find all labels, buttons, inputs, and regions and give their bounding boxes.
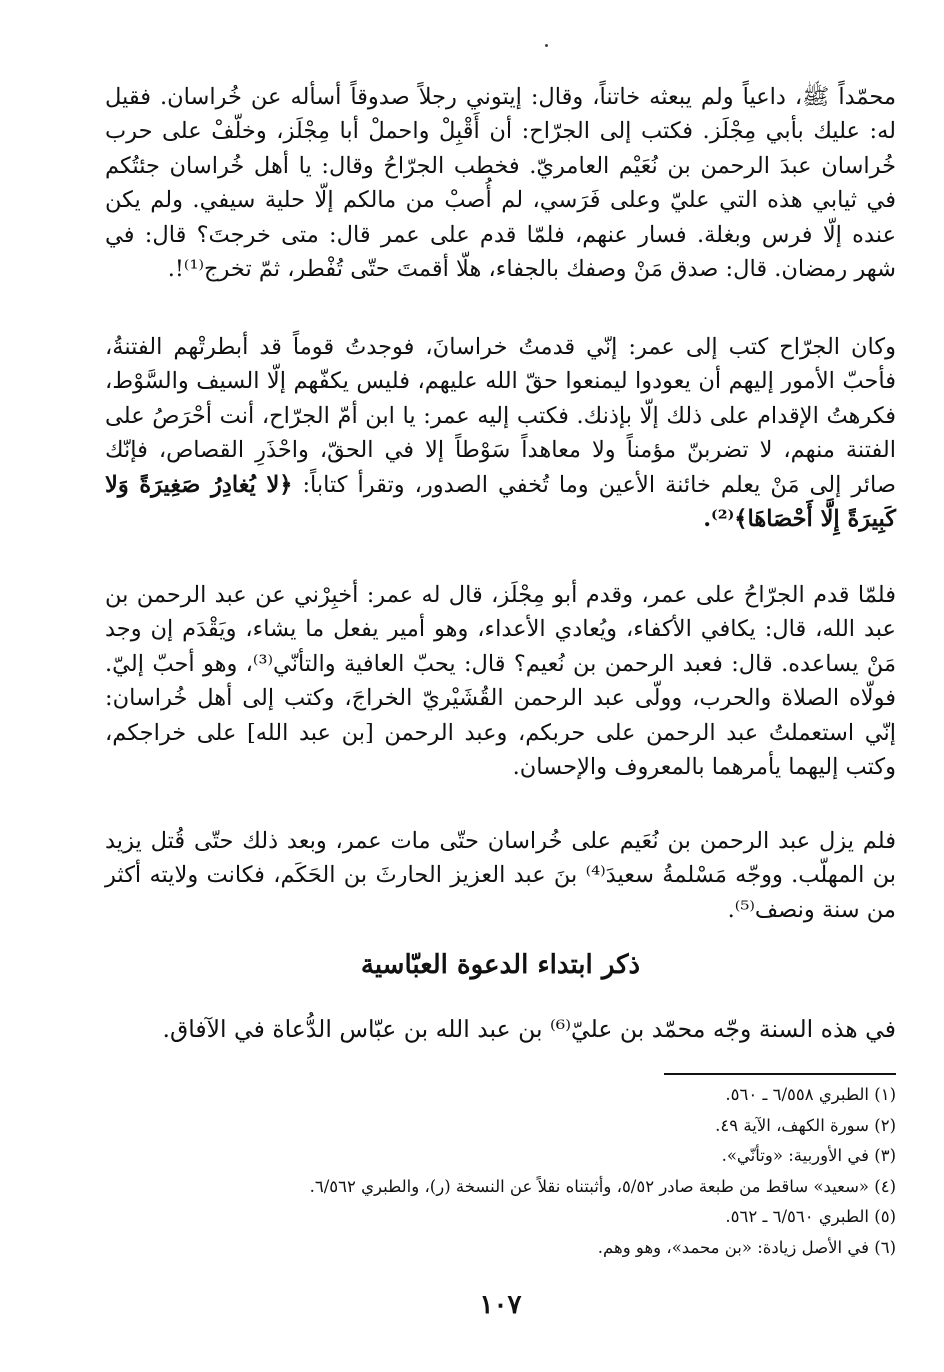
footnote-6: (٦) في الأصل زيادة: «بن محمد»، وهو وهم. <box>597 1237 896 1257</box>
footnote-2: (٢) سورة الكهف، الآية ٤٩. <box>715 1115 896 1135</box>
quran-quote: ﴿لا يُغادِرُ صَغِيرَةً وَلا كَبِيرَةً إِلَّا أَحْصَاهَا﴾⁽²⁾. <box>105 471 896 533</box>
print-mark <box>545 44 548 47</box>
footnote-3: (٣) في الأوربية: «وتأنّي». <box>721 1146 896 1165</box>
footnote-divider <box>664 1073 896 1075</box>
paragraph-5: في هذه السنة وجّه محمّد بن عليّ⁽⁶⁾ بن عبد الله بن عبّاس الدُّعاة في الآفاق. <box>162 1015 896 1043</box>
paragraph-4: فلم يزل عبد الرحمن بن نُعَيم على خُراسان حتّى مات عمر، وبعد ذلك حتّى قُتل يزيد بن المهلّب. ووجّه مَسْلمةُ سعيدَ⁽⁴⁾ بنَ عبد العزيز الحارثَ بن الحَكَم، فكانت ولايته أكثر من سنة ونصف⁽⁵⁾. <box>105 828 897 923</box>
footnote-4: (٤) «سعيد» ساقط من طبعة صادر ٥/٥٢، وأثبتناه نقلاً عن النسخة (ر)، والطبري ٦/٥٦٢. <box>309 1176 896 1196</box>
footnote-5: (٥) الطبري ٦/٥٦٠ ـ ٥٦٢. <box>725 1207 896 1226</box>
paragraph-2-text: وكان الجرّاح كتب إلى عمر: إنّي قدمتُ خراسانَ، فوجدتُ قوماً قد أبطرتْهم الفتنةُ، فأحبّ الأمور إليهم أن يعودوا ليمنعوا حقّ الله عليهم، فليس يكفّهم إلّا السيف والسَّوْط، فكرهتُ الإقدام على ذلك إلّا بإذنك. فكتب إليه عمر: يا ابن أمّ الجرّاح، أنت أحْرَصُ على الفتنة منهم، لا تضربنّ مؤمناً ولا معاهداً سَوْطاً إلا في الحقّ، واحْذَرِ القصاص، فإنّك صائر إلى مَنْ يعلم خائنة الأعين وما تُخفي الصدور، وتقرأ كتاباً: <box>105 334 897 498</box>
paragraph-3: فلمّا قدم الجرّاحُ على عمر، وقدم أبو مِجْلَز، قال له عمر: أخبِرْني عن عبد الرحمن بن عبد الله، قال: يكافي الأكفاء، ويُعادي الأعداء، وهو أمير يفعل ما يشاء، ويَقْدَم إن وجد مَنْ يساعده. قال: فعبد الرحمن بن نُعيم؟ قال: يحبّ العافية والتأنّي⁽³⁾، وهو أحبّ إليّ. فولّاه الصلاة والحرب، وولّى عبد الرحمن القُشَيْريّ الخراجَ، وكتب إلى أهل خُراسان: إنّي استعملتُ عبد الرحمن على حربكم، وعبد الرحمن [بن عبد الله] على خراجكم، وكتب إليهما يأمرهما بالمعروف والإحسان. <box>105 582 896 781</box>
page-number: ١٠٧ <box>479 1290 522 1320</box>
footnote-1: (١) الطبري ٦/٥٥٨ ـ ٥٦٠. <box>725 1085 896 1104</box>
section-heading: ذكر ابتداء الدعوة العبّاسية <box>360 950 641 980</box>
paragraph-2 <box>105 330 896 536</box>
paragraph-1: محمّداً ﷺ، داعياً ولم يبعثه خاتناً، وقال: إيتوني رجلاً صدوقاً أسأله عن خُراسان. فقيل له: عليك بأبي مِجْلَز. فكتب إلى الجرّاح: أن أَقْبِلْ واحملْ أبا مِجْلَز، وخلّفْ على حرب خُراسان عبدَ الرحمن بن نُعَيْم العامريّ. فخطب الجرّاحُ وقال: يا أهل خُراسان جئتُكم في ثيابي هذه التي عليّ وعلى فَرَسي، لم أُصبْ من مالكم إلّا حلية سيفي. ولم يكن عنده إلّا فرس وبغلة. فسار عنهم، فلمّا قدم على عمر قال: متى خرجتَ؟ قال: في شهر رمضان. قال: صدق مَنْ وصفك بالجفاء، هلّا أقمتَ حتّى تُفْطر، ثمّ تخرج⁽¹⁾!. <box>105 84 896 283</box>
footnotes-list <box>105 1080 896 1263</box>
document-page <box>105 70 896 1372</box>
